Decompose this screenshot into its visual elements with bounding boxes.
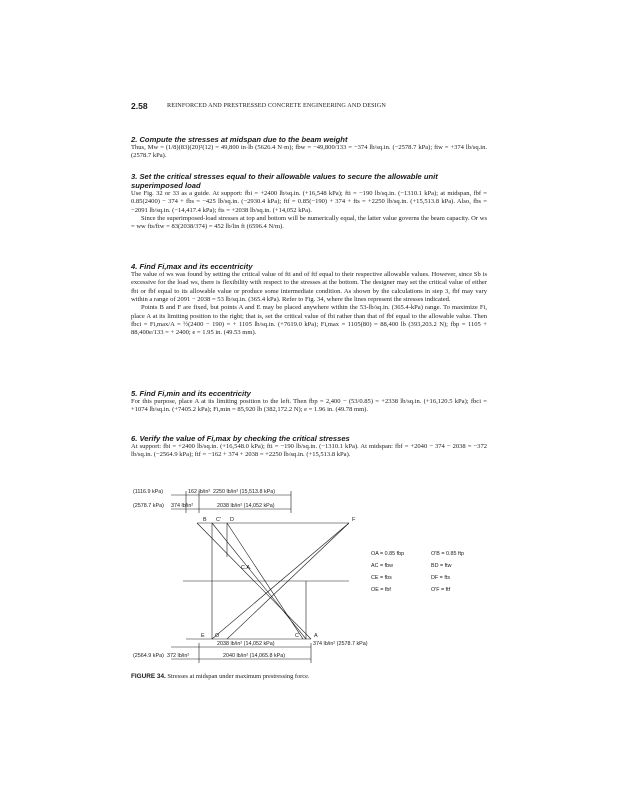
stress-diagram — [131, 487, 491, 667]
section-step-4 — [131, 262, 487, 338]
dimension-label: (2578.7 kPa) — [133, 503, 164, 509]
point-label-a: A — [314, 633, 318, 639]
dimension-label: 374 lb/in² (2578.7 kPa) — [313, 641, 368, 647]
caption-label: FIGURE 34. — [131, 673, 166, 680]
legend-entry: OA = 0.85 fbp — [371, 551, 405, 557]
dimension-label: 2038 lb/in² (14,052 kPa) — [217, 641, 275, 647]
point-label-c: C — [295, 633, 299, 639]
section-step-3 — [131, 172, 487, 232]
legend-entry: O'F = ftf — [431, 587, 451, 593]
section-heading: 6. Verify the value of Fi,max by checking the critical stresses — [131, 434, 350, 443]
paragraph: Thus, Mw = (1/8)(83)(20)²(12) = 49,800 in·lb (5626.4 N·m); fbw = −49,800/133 = −374 lb/sq.in. (−2578.7 kPa); ftw = +374 lb/sq.in. (2578.7 kPa). — [131, 144, 487, 160]
paragraph: The value of ws was found by setting the critical value of fti and of ftf equal to their respective allowable values. However, since Sb is excessive for the load ws, there is flexibility with respect to the stresses at the bottom. The designer may set the critical value of either fbi or fbf equal to its allowable value or produce some intermediate condition. As shown by the calculations in step 3, fbf may vary within a range of 2091 − 2038 = 53 lb/sq.in. (365.4 kPa). Refer to Fig. 34, where the lines represent the stresses indicated. — [131, 271, 487, 304]
section-heading: 4. Find Fi,max and its eccentricity — [131, 262, 253, 271]
page-header — [131, 101, 491, 115]
dimension-label: 372 lb/in² — [167, 653, 190, 659]
dimension-label: 162 lb/in² — [188, 489, 211, 495]
dimension-label: 2040 lb/in² (14,065.8 kPa) — [223, 653, 286, 659]
dimension-label: (1116.9 kPa) — [133, 489, 164, 495]
caption-text: Stresses at midspan under maximum prestressing force. — [167, 673, 310, 680]
page-number: 2.58 — [131, 101, 148, 111]
point-label-o: O — [215, 633, 220, 639]
legend-entry: OE = fbf — [371, 587, 391, 593]
dimension-label: 2038 lb/in² (14,052 kPa) — [217, 503, 275, 509]
figure-caption — [131, 673, 491, 680]
point-label-d: D — [230, 517, 234, 523]
point-label-b: B — [203, 517, 207, 523]
section-step-6 — [131, 434, 487, 460]
point-label-f: F — [352, 517, 356, 523]
section-heading: 5. Find Fi,min and its eccentricity — [131, 389, 251, 398]
paragraph: At support: fbi = +2400 lb/sq.in. (+16,548.0 kPa); fti = −190 lb/sq.in. (−1310.1 kPa). At midspan: fbf = +2040 − 374 − 2038 = −372 lb/sq.in. (−2564.9 kPa); ftf = −162 + 374 + 2038 = +2250 lb/sq.in. (+15,513.8 kPa). — [131, 443, 487, 459]
section-heading: 3. Set the critical stresses equal to their allowable values to secure the allowable unit superimposed load — [131, 172, 438, 190]
legend-entry: O'B = 0.85 ftp — [431, 551, 464, 557]
centroidal-axis-label: C.A. — [241, 565, 252, 571]
point-label-c-prime: C' — [216, 517, 221, 523]
section-heading: 2. Compute the stresses at midspan due to the beam weight — [131, 135, 348, 144]
legend-entry: CE = fbs — [371, 575, 392, 581]
paragraph: For this purpose, place A at its limiting position to the left. Then fbp = 2,400 − (53/0.85) = +2338 lb/sq.in. (+16,120.5 kPa); fbci = +1074 lb/sq.in. (+7405.2 kPa); Fi,min = 85,920 lb (382,172.2 N); e = 1.96 in. (49.78 mm). — [131, 398, 487, 414]
dimension-label: 374 lb/in² — [171, 503, 194, 509]
legend-entry: DF = fts — [431, 575, 451, 581]
paragraph: Use Fig. 32 or 33 as a guide. At support: fbi = +2400 lb/sq.in. (+16,548 kPa); fti = −190 lb/sq.in. (−1310.1 kPa); at midspan, fbf = 0.85(2400) − 374 + fbs = −425 lb/sq.in. (−2930.4 kPa); ftf = 0.85(−190) + 374 + fts = +2250 lb/sq.in. (+15,513.8 kPa). Also, fbs = −2091 lb/sq.in. (−14,417.4 kPa); fts = +2038 lb/sq.in. (+14,052 kPa). — [131, 190, 487, 214]
point-label-e: E — [201, 633, 205, 639]
dimension-label: 2250 lb/in² (15,513.8 kPa) — [213, 489, 276, 495]
section-step-5 — [131, 389, 487, 415]
legend-entry: BD = ftw — [431, 563, 452, 569]
paragraph: Points B and F are fixed, but points A and E may be placed anywhere within the 53-lb/sq.in. (365.4-kPa) range. To maximize Fi, place A at its limiting position to the right; that is, set the critical value of fbi rather than that of fbf equal to the allowable value. Then fbci = Fi,max/A = ½(2400 − 190) = + 1105 lb/sq.in. (+7619.0 kPa); Fi,max = 1105(80) = 88,400 lb (393,203.2 N); fbp = 1105 + 88,400e/133 = + 2400; e = 1.95 in. (49.53 mm). — [131, 304, 487, 337]
paragraph: Since the superimposed-load stresses at top and bottom will be numerically equal, the latter value governs the beam capacity. Or ws = ww fts/ftw = 83(2038/374) = 452 lb/lin ft (6596.4 N/m). — [131, 215, 487, 231]
section-step-2 — [131, 135, 487, 161]
dimension-label: (2564.9 kPa) — [133, 653, 164, 659]
running-title: REINFORCED AND PRESTRESSED CONCRETE ENGINEERING AND DESIGN — [167, 102, 386, 109]
legend-entry: AC = fbw — [371, 563, 394, 569]
